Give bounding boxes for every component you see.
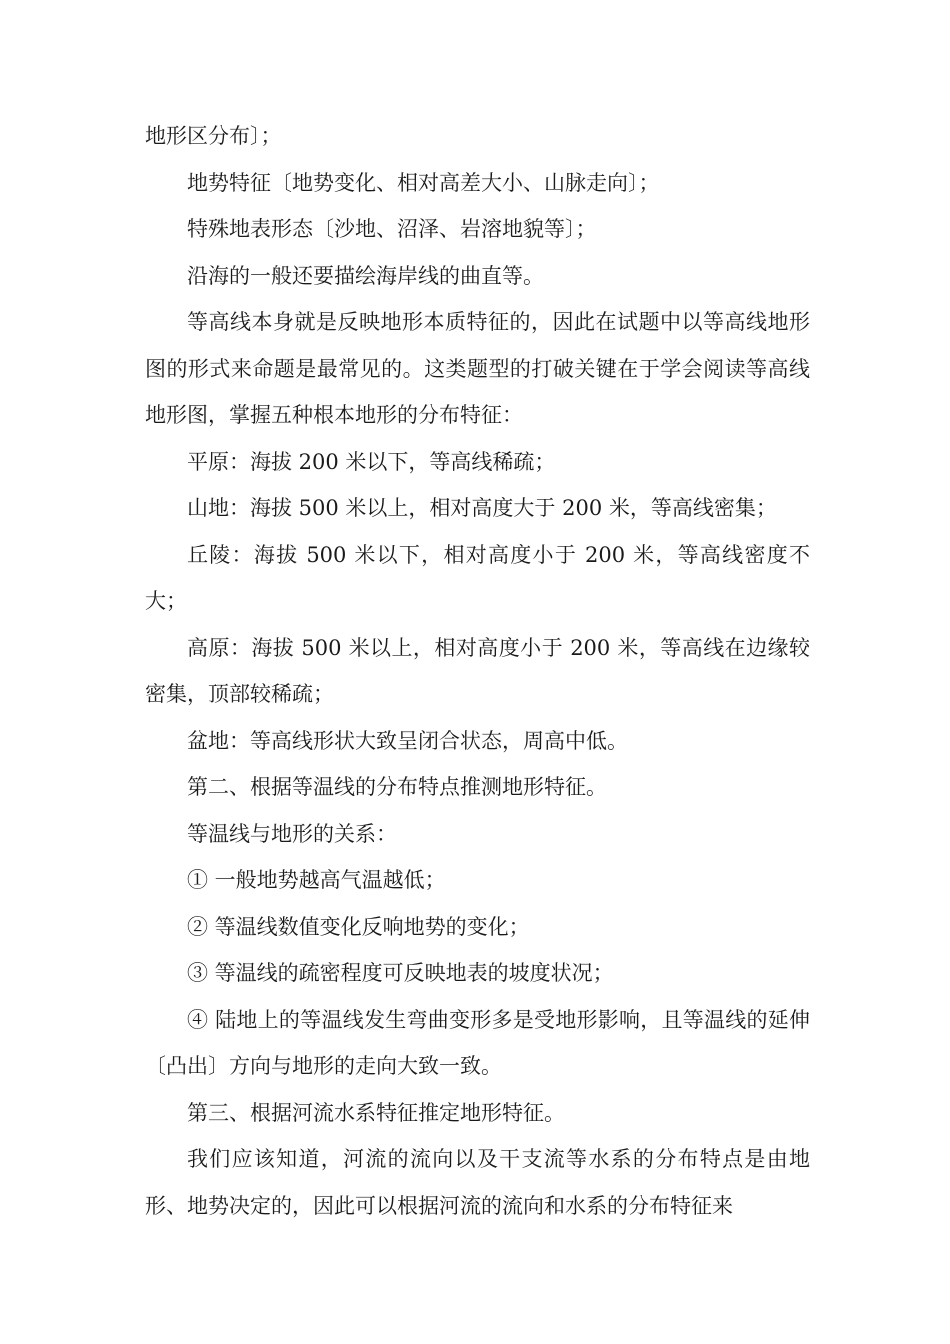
- paragraph: 山地：海拔 500 米以上，相对高度大于 200 米，等高线密集；: [187, 496, 777, 520]
- paragraph: 盆地：等高线形状大致呈闭合状态，周高中低。: [187, 728, 628, 753]
- paragraph: 地势特征〔地势变化、相对高差大小、山脉走向〕；: [187, 170, 660, 195]
- list-item: ③ 等温线的疏密程度可反映地表的坡度状况；: [187, 961, 614, 985]
- list-item: ④ 陆地上的等温线发生弯曲变形多是受地形影响，且等温线的延伸〔凸出〕方向与地形的走向大致一致。: [145, 1007, 810, 1078]
- paragraph: 高原：海拔 500 米以上，相对高度小于 200 米，等高线在边缘较密集，顶部较稀疏；: [145, 635, 810, 706]
- section-heading: 第三、根据河流水系特征推定地形特征。: [187, 1100, 565, 1125]
- paragraph: 地形区分布〕；: [145, 124, 282, 148]
- document-body: [145, 113, 810, 1229]
- paragraph: 特殊地表形态〔沙地、沼泽、岩溶地貌等〕；: [187, 217, 597, 241]
- paragraph: 等温线与地形的关系：: [187, 821, 397, 846]
- paragraph: 丘陵：海拔 500 米以下，相对高度小于 200 米，等高线密度不大；: [145, 542, 810, 613]
- paragraph: 沿海的一般还要描绘海岸线的曲直等。: [187, 263, 544, 288]
- paragraph: 我们应该知道，河流的流向以及干支流等水系的分布特点是由地形、地势决定的，因此可以根据河流的流向和水系的分布特征来: [145, 1147, 810, 1218]
- paragraph: 等高线本身就是反映地形本质特征的，因此在试题中以等高线地形图的形式来命题是最常见的。这类题型的打破关键在于学会阅读等高线地形图，掌握五种根本地形的分布特征：: [145, 310, 810, 427]
- paragraph: 平原：海拔 200 米以下，等高线稀疏；: [187, 449, 556, 474]
- list-item: ② 等温线数值变化反响地势的变化；: [187, 914, 530, 939]
- section-heading: 第二、根据等温线的分布特点推测地形特征。: [187, 775, 607, 799]
- list-item: ① 一般地势越高气温越低；: [187, 868, 446, 892]
